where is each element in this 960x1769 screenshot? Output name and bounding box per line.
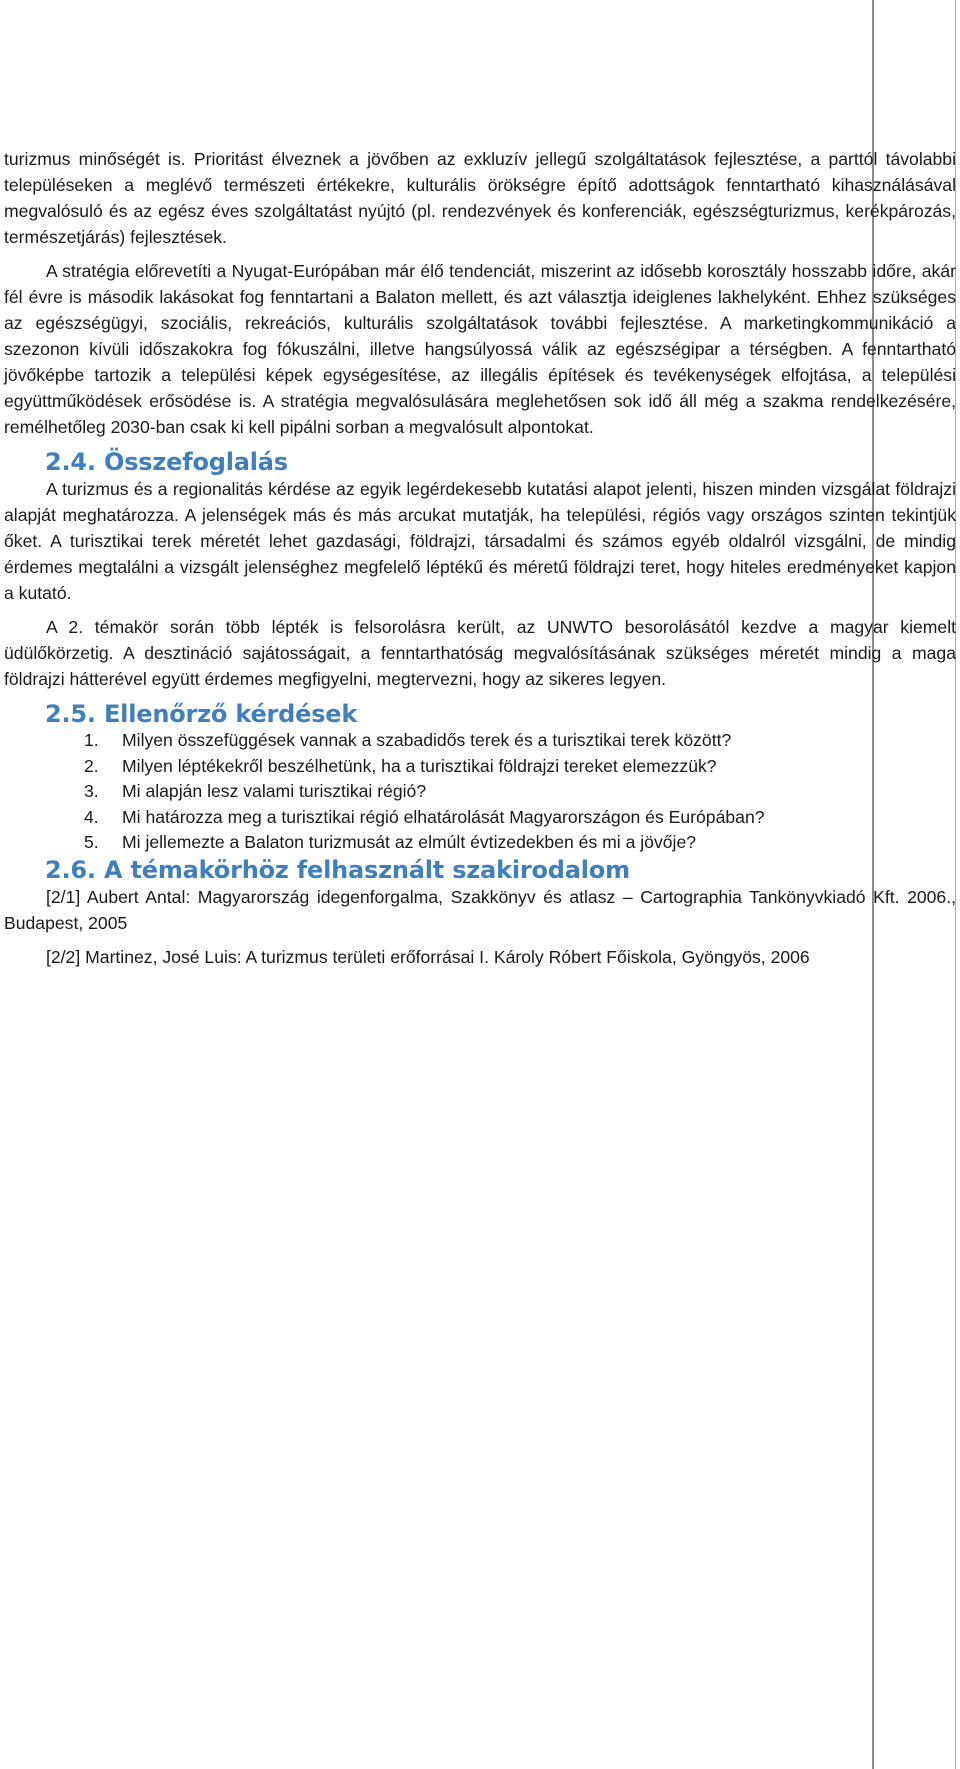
summary-paragraph-2: A 2. témakör során több lépték is felsorolásra került, az UNWTO besorolásától kezdve a magyar kiemelt üdülőkörzetig. A desztináció sajátosságait, a fenntarthatóság megvalósításának szükséges méretét mindig a maga földrajzi hátterével együtt érdemes megfigyelni, megtervezni, hogy az sikeres legyen. (4, 617, 956, 689)
list-item-text: Mi határozza meg a turisztikai régió elhatárolását Magyarországon és Európában? (122, 806, 765, 827)
section-heading-references: 2.6. A témakörhöz felhasznált szakirodalom (45, 855, 630, 884)
list-item-number: 4. (84, 806, 99, 827)
list-item-number: 1. (84, 730, 99, 750)
list-item-text: Milyen összefüggések vannak a szabadidős terek és a turisztikai terek között? (122, 730, 732, 750)
section-heading-questions: 2.5. Ellenőrző kérdések (45, 700, 358, 728)
section-heading-summary: 2.4. Összefoglalás (45, 448, 288, 476)
intro-paragraph: turizmus minőségét is. Prioritást élveznek a jövőben az exkluzív jellegű szolgáltatások fejlesztése, a parttól távolabbi településeken a meglévő természeti értékekre, kulturális örökségre építő adottságok fenntartható kihasználásával megvalósuló és az egész éves szolgáltatást nyújtó (pl. rendezvények és konferenciák, egészségturizmus, kerékpározás, természetjárás) fejlesztések. (4, 149, 956, 247)
reference-item-1: [2/1] Aubert Antal: Magyarország idegenforgalma, Szakkönyv és atlasz – Cartographia Tankönyvkiadó Kft. 2006., Budapest, 2005 (4, 886, 956, 933)
list-item-text: Mi alapján lesz valami turisztikai régió? (122, 781, 427, 801)
list-item (4, 728, 956, 754)
summary-paragraph-1: A turizmus és a regionalitás kérdése az egyik legérdekesebb kutatási alapot jelenti, hiszen minden vizsgálat földrajzi alapját meghatározza. A jelenségek más és más arcukat mutatják, ha települési, régiós vagy országos szinten tekintjük őket. A turisztikai terek méretét lehet gazdasági, földrajzi, társadalmi és számos egyéb oldalról vizsgálni, de mindig érdemes megtalálni a vizsgált jelenséghez megfelelő léptékű és méretű földrajzi teret, hogy hiteles eredményeket kapjon a kutató. (4, 479, 956, 603)
list-item-text: Mi jellemezte a Balaton turizmusát az elmúlt évtizedekben és mi a jövője? (122, 832, 697, 852)
reference-item-2: [2/2] Martinez, José Luis: A turizmus területi erőforrásai I. Károly Róbert Főiskola, Gyöngyös, 2006 (46, 946, 810, 967)
questions-list (4, 728, 956, 856)
list-item-number: 3. (84, 781, 99, 801)
list-item-number: 5. (84, 832, 99, 852)
document-content (4, 146, 956, 978)
list-item (4, 779, 956, 805)
list-item-number: 2. (84, 755, 99, 776)
list-item-text: Milyen léptékekről beszélhetünk, ha a turisztikai földrajzi tereket elemezzük? (122, 755, 717, 776)
list-item (4, 805, 956, 831)
list-item (4, 830, 956, 856)
strategy-paragraph: A stratégia előrevetíti a Nyugat-Európában már élő tendenciát, miszerint az idősebb korosztály hosszabb időre, akár fél évre is második lakásokat fog fenntartani a Balaton mellett, és azt választja ideiglenes lakhelyként. Ehhez szükséges az egészségügyi, szociális, rekreációs, kulturális szolgáltatások további fejlesztése. A marketingkommunikáció a szezonon kívüli időszakokra fog fókuszálni, illetve hangsúlyossá válik az egészségipar a térségben. A fenntartható jövőképbe tartozik a települési képek egységesítése, az illegális építések és tevékenységek elfojtása, a települési együttműködések erősödése is. A stratégia megvalósulására meglehetősen sok idő áll még a szakma rendelkezésére, remélhetőleg 2030-ban csak ki kell pipálni sorban a megvalósult alpontokat. (4, 261, 956, 437)
list-item (4, 754, 956, 780)
